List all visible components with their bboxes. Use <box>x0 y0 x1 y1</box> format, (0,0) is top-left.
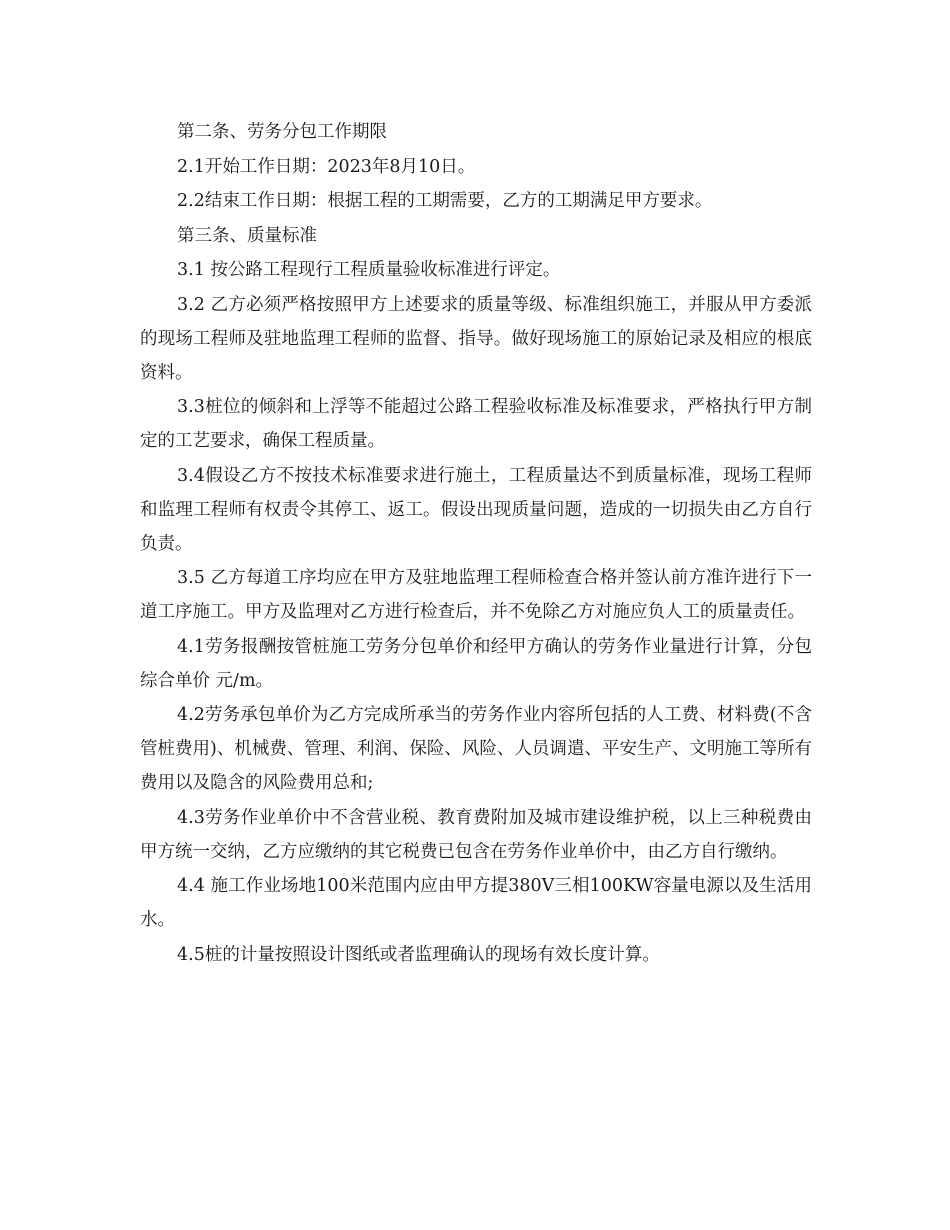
clause-3-1: 3.1 按公路工程现行工程质量验收标准进行评定。 <box>177 260 561 280</box>
clause-4-3: 4.3劳务作业单价中不含营业税、教育费附加及城市建设维护税，以上三种税费由甲方统一交纳，乙方应缴纳的其它税费已包含在劳务作业单价中，由乙方自行缴纳。 <box>140 807 812 862</box>
document-body <box>140 115 812 972</box>
clause-3-3: 3.3桩位的倾斜和上浮等不能超过公路工程验收标准及标准要求，严格执行甲方制定的工艺要求，确保工程质量。 <box>140 397 812 451</box>
clause-3-4: 3.4假设乙方不按技术标准要求进行施土，工程质量达不到质量标准，现场工程师和监理工程师有权责令其停工、返工。假设出现质量问题，造成的一切损失由乙方自行负责。 <box>140 465 812 554</box>
clause-4-5: 4.5桩的计量按照设计图纸或者监理确认的现场有效长度计算。 <box>177 944 660 965</box>
clause-4-4: 4.4 施工作业场地100米范围内应由甲方提380V三相100KW容量电源以及生活用水。 <box>140 876 812 930</box>
clause-2-2: 2.2结束工作日期：根据工程的工期需要，乙方的工期满足甲方要求。 <box>177 191 713 211</box>
clause-4-1: 4.1劳务报酬按管桩施工劳务分包单价和经甲方确认的劳务作业量进行计算，分包综合单价 元/m。 <box>140 636 812 691</box>
clause-3-5: 3.5 乙方每道工序均应在甲方及驻地监理工程师检查合格并签认前方准许进行下一道工序施工。甲方及监理对乙方进行检查后，并不免除乙方对施应负人工的质量责任。 <box>140 568 812 622</box>
clause-3-2: 3.2 乙方必须严格按照甲方上述要求的质量等级、标准组织施工，并服从甲方委派的现场工程师及驻地监理工程师的监督、指导。做好现场施工的原始记录及相应的根底资料。 <box>140 294 812 383</box>
clause-4-2: 4.2劳务承包单价为乙方完成所承当的劳务作业内容所包括的人工费、材料费(不含管桩费用)、机械费、管理、利润、保险、风险、人员调遣、平安生产、文明施工等所有费用以及隐含的风险费用总和; <box>140 705 812 793</box>
section-heading-quality-standard: 第三条、质量标准 <box>177 225 317 246</box>
clause-2-1: 2.1开始工作日期：2023年8月10日。 <box>177 156 476 177</box>
section-heading-labor-period: 第二条、劳务分包工作期限 <box>177 122 387 142</box>
